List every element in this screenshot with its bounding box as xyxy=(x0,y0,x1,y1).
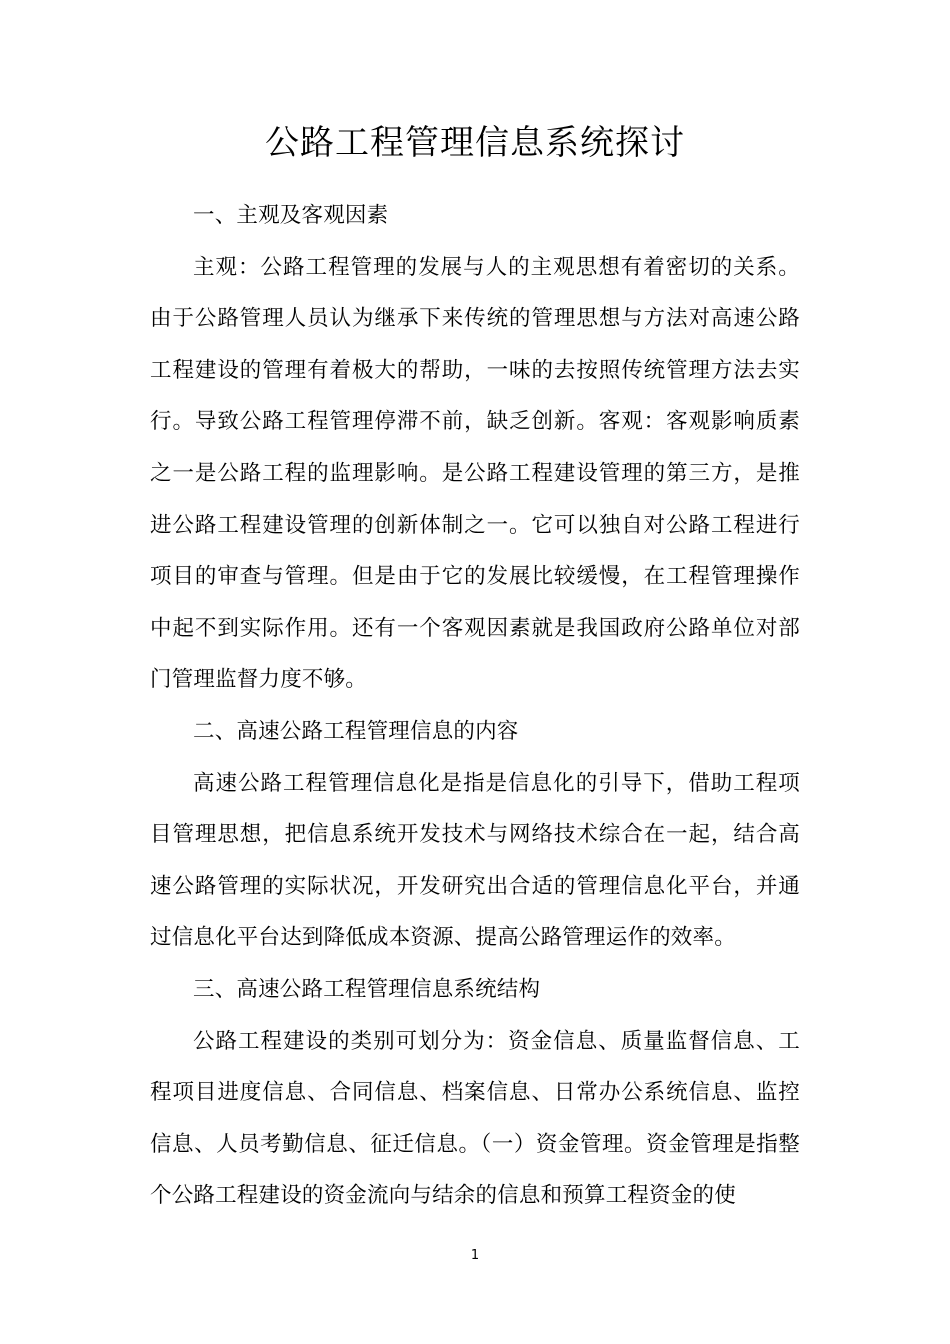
section-heading-2: 二、高速公路工程管理信息的内容 xyxy=(193,718,519,744)
document-body xyxy=(150,190,800,1222)
paragraph-info-content: 高速公路工程管理信息化是指是信息化的引导下，借助工程项目管理思想，把信息系统开发技术与网络技术综合在一起，结合高速公路管理的实际状况，开发研究出合适的管理信息化平台，并通过信息化平台达到降低成本资源、提高公路管理运作的效率。 xyxy=(150,770,800,951)
document-title: 公路工程管理信息系统探讨 xyxy=(265,123,685,163)
paragraph-subjective-objective: 主观：公路工程管理的发展与人的主观思想有着密切的关系。由于公路管理人员认为继承下来传统的管理思想与方法对高速公路工程建设的管理有着极大的帮助，一味的去按照传统管理方法去实行。导致公路工程管理停滞不前，缺乏创新。客观：客观影响质素之一是公路工程的监理影响。是公路工程建设管理的第三方，是推进公路工程建设管理的创新体制之一。它可以独自对公路工程进行项目的审查与管理。但是由于它的发展比较缓慢，在工程管理操作中起不到实际作用。还有一个客观因素就是我国政府公路单位对部门管理监督力度不够。 xyxy=(150,254,800,693)
section-heading-1: 一、主观及客观因素 xyxy=(193,203,389,228)
paragraph-system-structure: 公路工程建设的类别可划分为：资金信息、质量监督信息、工程项目进度信息、合同信息、档案信息、日常办公系统信息、监控信息、人员考勤信息、征迁信息。（一）资金管理。资金管理是指整个公路工程建设的资金流向与结余的信息和预算工程资金的使 xyxy=(150,1028,800,1209)
section-heading-3: 三、高速公路工程管理信息系统结构 xyxy=(193,976,541,1002)
page-number: 1 xyxy=(470,1248,480,1263)
